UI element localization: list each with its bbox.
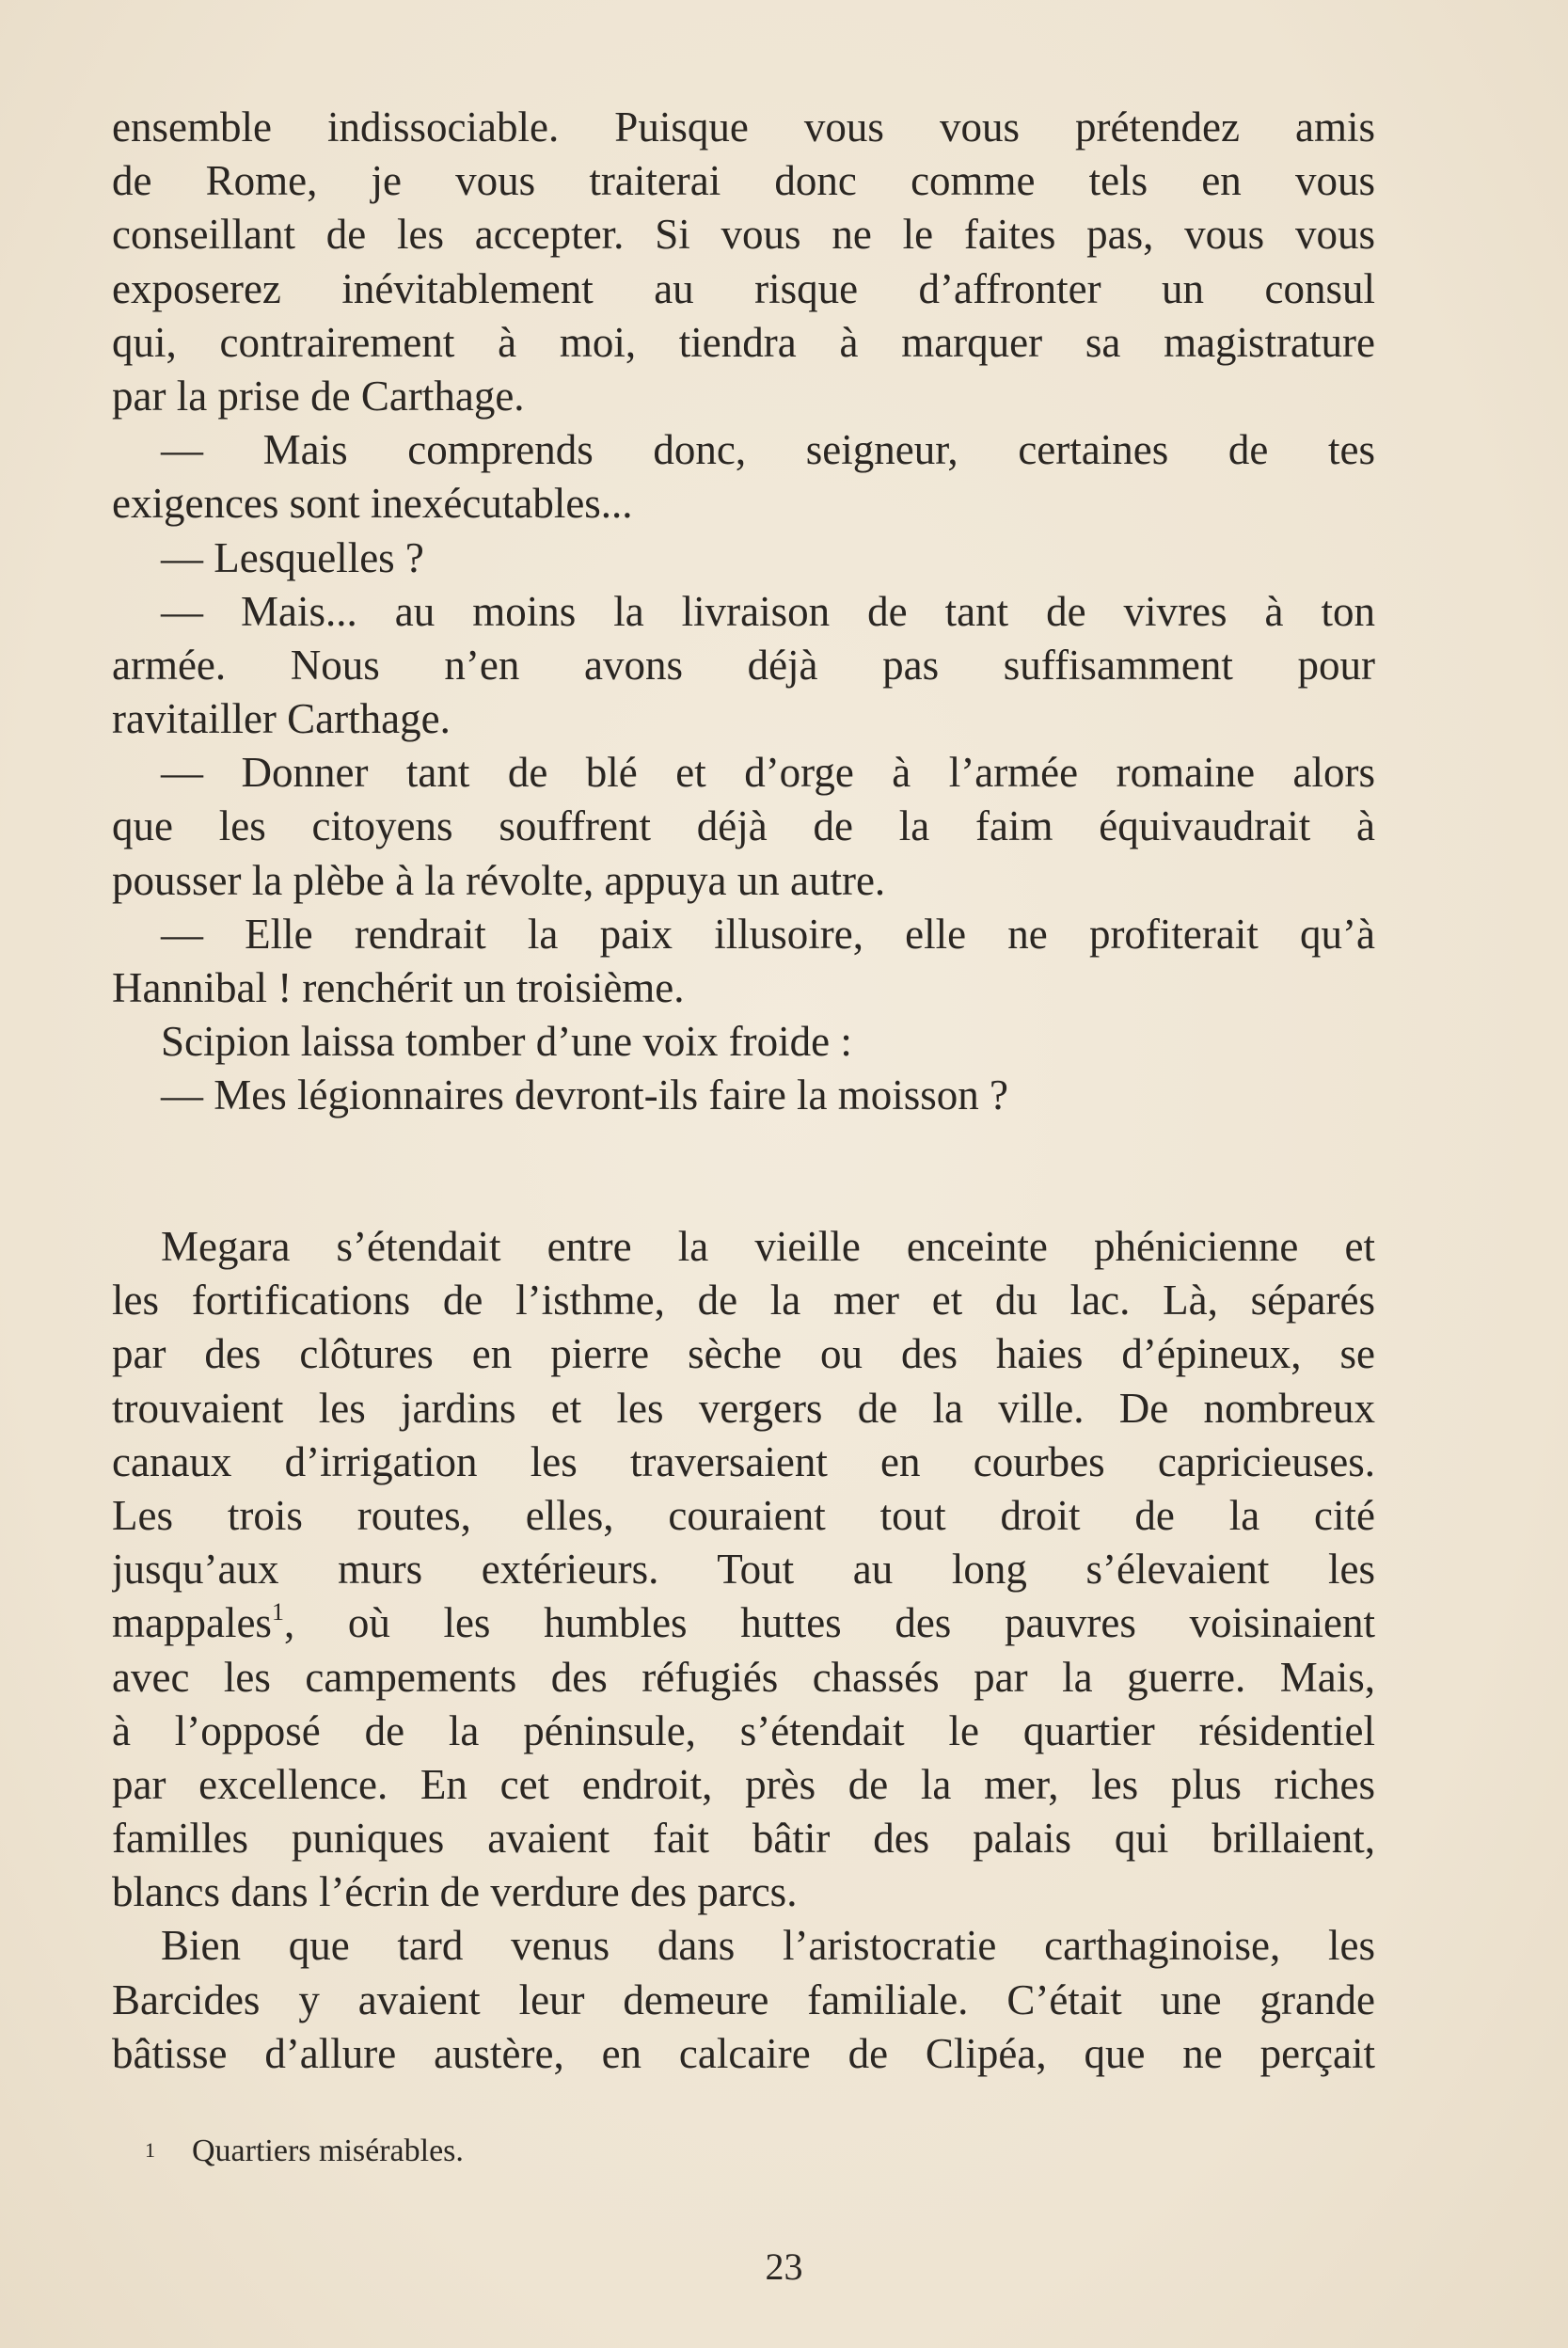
narrative-section <box>112 1220 1375 2081</box>
text-line: Megara s’étendait entre la vieille enceinte phénicienne et <box>161 1223 1375 1270</box>
footnote-text: Quartiers misérables. <box>192 2134 464 2168</box>
dialogue-line: — Lesquelles ? <box>161 533 424 581</box>
text-line-with-footnote <box>112 1596 1375 1650</box>
text-line: familles puniques avaient fait bâtir des palais qui brillaient, <box>112 1815 1375 1863</box>
dialogue-section <box>112 101 1375 1123</box>
text-line: de Rome, je vous traiterai donc comme tels en vous <box>112 157 1375 205</box>
text-line: à l’opposé de la péninsule, s’étendait le quartier résidentiel <box>112 1706 1375 1754</box>
text-line: Bien que tard venus dans l’aristocratie carthaginoise, les <box>161 1922 1375 1970</box>
text-line: par la prise de Carthage. <box>112 372 525 420</box>
text-line: armée. Nous n’en avons déjà pas suffisamment pour <box>112 641 1375 689</box>
text-line: bâtisse d’allure austère, en calcaire de Clipéa, que ne perçait <box>112 2029 1375 2077</box>
text-line: canaux d’irrigation les traversaient en courbes capricieuses. <box>112 1437 1375 1485</box>
text-line: ravitailler Carthage. <box>112 695 451 743</box>
text-line: jusqu’aux murs extérieurs. Tout au long s’élevaient les <box>112 1546 1375 1594</box>
dialogue-line: — Mes légionnaires devront-ils faire la moisson ? <box>161 1071 1009 1119</box>
text-line: Barcides y avaient leur demeure familiale. C’était une grande <box>112 1975 1375 2023</box>
narration-line: Scipion laissa tomber d’une voix froide : <box>161 1018 852 1066</box>
dialogue-line: — Elle rendrait la paix illusoire, elle ne profiterait qu’à <box>161 910 1375 958</box>
footnote-mark: 1 <box>145 2138 155 2162</box>
text-line: qui, contrairement à moi, tiendra à marquer sa magistrature <box>112 318 1375 366</box>
text-line: avec les campements des réfugiés chassés par la guerre. Mais, <box>112 1653 1375 1701</box>
text-line: exposerez inévitablement au risque d’affronter un consul <box>112 264 1375 312</box>
text-line: ensemble indissociable. Puisque vous vous prétendez amis <box>112 103 1375 151</box>
text-line: trouvaient les jardins et les vergers de la ville. De nombreux <box>112 1384 1375 1432</box>
dialogue-line: — Mais comprends donc, seigneur, certaines de tes <box>161 426 1375 474</box>
text-line: par des clôtures en pierre sèche ou des haies d’épineux, se <box>112 1330 1375 1378</box>
text-line: que les citoyens souffrent déjà de la faim équivaudrait à <box>112 802 1375 850</box>
text-line: les fortifications de l’isthme, de la mer et du lac. Là, séparés <box>112 1277 1375 1325</box>
text-line: par excellence. En cet endroit, près de la mer, les plus riches <box>112 1760 1375 1808</box>
text-line: blancs dans l’écrin de verdure des parcs. <box>112 1868 798 1916</box>
page-number: 23 <box>765 2245 803 2288</box>
text-line: conseillant de les accepter. Si vous ne le faites pas, vous vous <box>112 211 1375 259</box>
text-line: pousser la plèbe à la révolte, appuya un autre. <box>112 856 886 904</box>
dialogue-line: — Donner tant de blé et d’orge à l’armée romaine alors <box>161 749 1375 797</box>
footnote-reference[interactable]: 1 <box>271 1598 284 1626</box>
text-line: Les trois routes, elles, couraient tout droit de la cité <box>112 1491 1375 1539</box>
text-line: Hannibal ! renchérit un troisième. <box>112 964 685 1011</box>
dialogue-line: — Mais... au moins la livraison de tant de vivres à ton <box>161 587 1375 635</box>
text-fragment: mappales <box>112 1599 272 1647</box>
footnote <box>145 2134 464 2169</box>
text-line: exigences sont inexécutables... <box>112 480 633 528</box>
text-fragment: , où les humbles huttes des pauvres voisinaient <box>283 1599 1375 1647</box>
